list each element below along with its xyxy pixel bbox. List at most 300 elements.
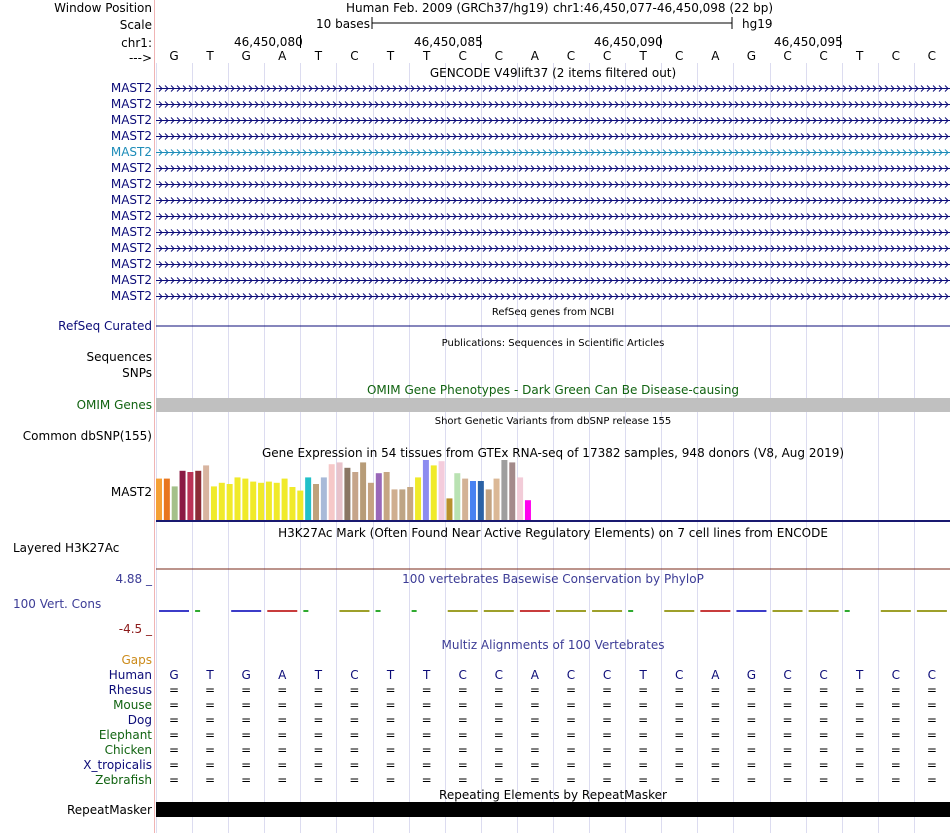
base: C [350, 49, 359, 63]
base: = [313, 713, 324, 727]
gtex-tissue-bar [172, 486, 178, 520]
gtex-tissue-bar [305, 477, 311, 520]
base: = [349, 773, 360, 787]
base: = [277, 743, 288, 757]
base: = [602, 683, 613, 697]
base: = [457, 758, 468, 772]
base: = [205, 758, 216, 772]
base: = [385, 773, 396, 787]
gencode-gene-label[interactable]: MAST2 [110, 289, 152, 303]
gtex-tissue-bar [486, 489, 492, 520]
h3k27ac-track-title: H3K27Ac Mark (Often Found Near Active Regulatory Elements) on 7 cell lines from ENCODE [278, 526, 828, 540]
base: = [746, 743, 757, 757]
base: = [854, 698, 865, 712]
base: = [854, 743, 865, 757]
base: = [493, 773, 504, 787]
base: = [565, 758, 577, 772]
base: = [385, 713, 396, 727]
base: = [674, 728, 685, 742]
base: = [529, 743, 540, 757]
base: = [710, 698, 721, 712]
base: = [926, 698, 937, 712]
base: G [169, 49, 179, 63]
gtex-tissue-bar [478, 481, 484, 520]
base: = [241, 713, 252, 727]
chrom-label: chr1: [121, 36, 152, 50]
base: = [349, 728, 360, 742]
gencode-gene-label[interactable]: MAST2 [110, 273, 152, 287]
gtex-tissue-bar [501, 460, 507, 520]
base: = [241, 743, 252, 757]
base: G [169, 668, 179, 682]
base: = [782, 758, 793, 772]
base: T [856, 668, 864, 682]
ruler-tick-label: 46,450,080 [234, 35, 303, 49]
gtex-tissue-bar [462, 479, 468, 520]
base: = [205, 713, 216, 727]
base: = [674, 698, 685, 712]
base: G [746, 668, 757, 682]
gtex-tissue-bar [525, 500, 531, 520]
base: A [711, 49, 720, 63]
base: = [602, 698, 613, 712]
gtex-tissue-bar [274, 483, 280, 520]
multiz-track-title: Multiz Alignments of 100 Vertebrates [441, 638, 665, 652]
base: = [926, 773, 937, 787]
gtex-tissue-bar [195, 471, 201, 520]
base: = [890, 713, 901, 727]
base: = [241, 773, 252, 787]
base: = [926, 683, 937, 697]
base: = [638, 758, 649, 772]
gtex-tissue-bar [258, 483, 264, 520]
ruler-ticks [301, 35, 841, 48]
conservation-track-label[interactable]: 100 Vert. Cons [13, 597, 102, 611]
base: T [386, 668, 395, 682]
base: = [926, 758, 937, 772]
dbsnp-track-label[interactable]: Common dbSNP(155) [22, 429, 152, 443]
base: = [818, 758, 829, 772]
base: = [602, 728, 613, 742]
base: = [746, 698, 757, 712]
scale-text: 10 bases [316, 17, 370, 31]
base: = [782, 773, 793, 787]
species-label[interactable]: Zebrafish [95, 773, 152, 787]
species-label[interactable]: Dog [127, 713, 152, 727]
base: = [565, 713, 577, 727]
assembly-text: Human Feb. 2009 (GRCh37/hg19) [346, 1, 549, 15]
base: = [565, 698, 577, 712]
base: = [168, 698, 180, 712]
base: C [494, 49, 503, 63]
gencode-gene-label[interactable]: MAST2 [110, 209, 152, 223]
base: T [314, 49, 323, 63]
base: = [493, 683, 504, 697]
base: = [241, 698, 252, 712]
base: = [710, 728, 721, 742]
gtex-tissue-bar [297, 491, 303, 520]
base: = [529, 773, 540, 787]
ruler-tick-label: 46,450,090 [594, 35, 663, 49]
gtex-tissue-bar [454, 473, 460, 520]
base: = [782, 728, 793, 742]
base: = [638, 728, 649, 742]
conservation-min-label: -4.5 _ [118, 622, 152, 636]
gtex-track-title: Gene Expression in 54 tissues from GTEx RNA-seq of 17382 samples, 948 donors (V8, Aug 2019) [261, 446, 845, 460]
base: = [818, 698, 829, 712]
base: = [854, 773, 865, 787]
base: A [711, 668, 720, 682]
base: = [421, 728, 432, 742]
gtex-tissue-bar [156, 479, 162, 520]
base: C [602, 49, 612, 63]
base: = [493, 758, 504, 772]
base: = [168, 683, 180, 697]
db-text: hg19 [742, 17, 773, 31]
base: = [926, 728, 937, 742]
gencode-gene-label[interactable]: MAST2 [110, 113, 152, 127]
ruler-tick-label: 46,450,095 [774, 35, 843, 49]
base: = [241, 683, 252, 697]
base: = [854, 728, 865, 742]
human-species-label: Human [108, 668, 152, 682]
gencode-gene-label[interactable]: MAST2 [110, 177, 152, 191]
base: = [746, 773, 757, 787]
base: = [674, 713, 685, 727]
base: = [890, 728, 901, 742]
gtex-tissue-bar [266, 482, 272, 520]
base: = [421, 698, 432, 712]
base: C [350, 668, 359, 682]
base: = [674, 758, 685, 772]
base: = [674, 743, 685, 757]
base: = [854, 713, 865, 727]
gtex-tissue-bar [423, 460, 429, 520]
base: = [926, 713, 937, 727]
base: T [856, 49, 864, 63]
base: = [746, 728, 757, 742]
base: = [890, 698, 901, 712]
base: G [241, 49, 251, 63]
base: A [278, 49, 287, 63]
publications-track-title: Publications: Sequences in Scientific Articles [441, 338, 665, 349]
gtex-tissue-bar [337, 462, 343, 520]
base: = [205, 728, 216, 742]
base: = [493, 743, 504, 757]
base: A [530, 49, 539, 63]
base: = [638, 773, 649, 787]
base: C [458, 49, 467, 63]
base: = [602, 713, 613, 727]
base: = [349, 698, 360, 712]
base: = [277, 728, 288, 742]
base: = [782, 683, 793, 697]
base: T [422, 49, 431, 63]
omim-track-label[interactable]: OMIM Genes [76, 398, 152, 412]
base: = [710, 743, 721, 757]
base: = [602, 773, 613, 787]
base: = [421, 743, 432, 757]
gtex-tissue-bar [329, 464, 335, 520]
base: = [168, 758, 180, 772]
gtex-tissue-bar [344, 468, 350, 520]
species-label[interactable]: Mouse [113, 698, 152, 712]
base: = [529, 728, 540, 742]
snps-track-label[interactable]: SNPs [122, 366, 152, 380]
base: = [349, 683, 360, 697]
species-label[interactable]: Chicken [104, 743, 152, 757]
gencode-gene-label[interactable]: MAST2 [110, 145, 152, 159]
repeatmasker-track-title: Repeating Elements by RepeatMasker [439, 788, 667, 802]
gtex-tissue-bar [509, 462, 515, 520]
base: = [890, 773, 901, 787]
base: = [818, 713, 829, 727]
conservation-track-title: 100 vertebrates Basewise Conservation by PhyloP [402, 572, 704, 586]
base: C [819, 49, 828, 63]
refseq-track-title: RefSeq genes from NCBI [491, 307, 615, 318]
base: = [710, 773, 721, 787]
base: A [278, 668, 287, 682]
gencode-track-title: GENCODE V49lift37 (2 items filtered out) [429, 66, 677, 80]
base: = [385, 698, 396, 712]
base: T [206, 49, 214, 63]
base: C [675, 49, 684, 63]
base: T [386, 49, 395, 63]
position-text: chr1:46,450,077-46,450,098 (22 bp) [553, 1, 774, 15]
gtex-tissue-bar [494, 479, 500, 520]
gencode-gene-label[interactable]: MAST2 [110, 161, 152, 175]
repeatmasker-track-label[interactable]: RepeatMasker [66, 803, 152, 817]
base: = [890, 743, 901, 757]
base: = [457, 698, 468, 712]
base: = [818, 728, 829, 742]
gtex-tissue-bar [384, 472, 390, 520]
label-separator [154, 0, 155, 833]
gtex-track-label[interactable]: MAST2 [110, 485, 152, 499]
base: = [205, 773, 216, 787]
gaps-label: Gaps [121, 653, 152, 667]
base: = [385, 743, 396, 757]
base: = [385, 758, 396, 772]
gtex-tissue-bar [289, 487, 295, 520]
base: = [710, 683, 721, 697]
base: = [782, 743, 793, 757]
base: = [421, 713, 432, 727]
base: = [168, 713, 180, 727]
omim-track-title: OMIM Gene Phenotypes - Dark Green Can Be Disease-causing [366, 383, 740, 397]
base: = [529, 683, 540, 697]
gtex-tissue-bar [242, 479, 248, 520]
base: = [926, 743, 937, 757]
base: = [421, 683, 432, 697]
gencode-gene-label[interactable]: MAST2 [110, 257, 152, 271]
base: = [674, 773, 685, 787]
base: = [565, 773, 577, 787]
gencode-gene-label[interactable]: MAST2 [110, 241, 152, 255]
gtex-tissue-bar [164, 479, 170, 520]
base: C [927, 49, 937, 63]
base: = [277, 683, 288, 697]
base: A [530, 668, 539, 682]
base: = [168, 773, 180, 787]
base: = [818, 773, 829, 787]
base: = [457, 728, 468, 742]
gtex-tissue-bar [282, 479, 288, 520]
gencode-gene-label[interactable]: MAST2 [110, 81, 152, 95]
gtex-tissue-bar [368, 483, 374, 520]
base: = [385, 728, 396, 742]
gtex-tissue-bar [180, 471, 186, 520]
base: = [710, 758, 721, 772]
base: = [277, 698, 288, 712]
gtex-tissue-bar [407, 487, 413, 520]
species-label[interactable]: Rhesus [108, 683, 152, 697]
base: = [818, 743, 829, 757]
base: = [638, 698, 649, 712]
base: C [602, 668, 612, 682]
base: T [639, 49, 647, 63]
base: = [638, 743, 649, 757]
base: C [494, 668, 503, 682]
base: T [422, 668, 431, 682]
base: = [746, 713, 757, 727]
base: C [891, 49, 900, 63]
base: C [458, 668, 467, 682]
window-position-label: Window Position [54, 1, 152, 15]
base: = [818, 683, 829, 697]
gtex-tissue-bar [360, 462, 366, 520]
base: C [891, 668, 900, 682]
gtex-tissue-bar [250, 482, 256, 520]
base: = [565, 743, 577, 757]
gtex-tissue-bar [415, 477, 421, 520]
base: C [566, 49, 576, 63]
species-label[interactable]: X_tropicalis [83, 758, 152, 772]
base: = [602, 743, 613, 757]
gtex-tissue-bar [446, 498, 452, 520]
conservation-max-label: 4.88 _ [115, 572, 152, 586]
gtex-tissue-bar [517, 477, 523, 520]
base: C [819, 668, 828, 682]
base: = [890, 758, 901, 772]
gtex-tissue-bar [235, 477, 241, 520]
gencode-gene-label[interactable]: MAST2 [110, 129, 152, 143]
base: = [710, 713, 721, 727]
gtex-tissue-bar [321, 477, 327, 520]
gencode-gene-label[interactable]: MAST2 [110, 193, 152, 207]
base: = [313, 728, 324, 742]
gencode-gene-label[interactable]: MAST2 [110, 97, 152, 111]
base: = [421, 773, 432, 787]
base: T [206, 668, 214, 682]
base: = [565, 728, 577, 742]
base: = [277, 758, 288, 772]
repeatmasker-bar [156, 802, 950, 817]
base: = [349, 743, 360, 757]
base: T [314, 668, 323, 682]
base: = [493, 713, 504, 727]
base: = [277, 773, 288, 787]
base: = [890, 683, 901, 697]
gencode-gene-label[interactable]: MAST2 [110, 225, 152, 239]
base: = [349, 713, 360, 727]
refseq-track-label[interactable]: RefSeq Curated [58, 319, 152, 333]
base: = [313, 773, 324, 787]
base: = [493, 698, 504, 712]
gtex-tissue-bar [376, 473, 382, 520]
base: G [241, 668, 251, 682]
base: = [205, 698, 216, 712]
base: = [457, 713, 468, 727]
h3k27ac-track-label[interactable]: Layered H3K27Ac [13, 541, 120, 555]
base: = [168, 728, 180, 742]
gtex-tissue-bar [470, 481, 476, 520]
base: = [746, 758, 757, 772]
base: = [349, 758, 360, 772]
base: T [639, 668, 647, 682]
base: = [313, 698, 324, 712]
gtex-tissue-bar [187, 472, 193, 520]
base: = [313, 758, 324, 772]
base: = [782, 698, 793, 712]
dbsnp-track-title: Short Genetic Variants from dbSNP release 155 [434, 416, 672, 427]
base: = [313, 743, 324, 757]
base: = [638, 683, 649, 697]
base: = [457, 683, 468, 697]
base: = [241, 758, 252, 772]
gtex-tissue-bar [352, 472, 358, 520]
base: = [241, 728, 252, 742]
species-label[interactable]: Elephant [98, 728, 152, 742]
base: = [782, 713, 793, 727]
base: = [854, 683, 865, 697]
base: = [313, 683, 324, 697]
base: = [205, 683, 216, 697]
gtex-tissue-bar [211, 486, 217, 520]
base: C [783, 49, 792, 63]
omim-bar [156, 398, 950, 412]
base: = [565, 683, 577, 697]
base: = [493, 728, 504, 742]
base: = [277, 713, 288, 727]
base: = [421, 758, 432, 772]
gtex-tissue-bar [431, 465, 437, 520]
gtex-tissue-bar [439, 461, 445, 520]
base: C [675, 668, 684, 682]
base: = [457, 773, 468, 787]
base: G [746, 49, 757, 63]
gtex-tissue-bar [203, 465, 209, 520]
base: C [783, 668, 792, 682]
base: = [854, 758, 865, 772]
base: = [168, 743, 180, 757]
base: C [566, 668, 576, 682]
base: = [602, 758, 613, 772]
sequences-track-label[interactable]: Sequences [86, 350, 152, 364]
gtex-tissue-bar [392, 489, 398, 520]
base: = [638, 713, 649, 727]
gtex-tissue-bar [219, 483, 225, 520]
gtex-tissue-bar [313, 484, 319, 520]
base: = [529, 713, 540, 727]
scale-label: Scale [119, 18, 152, 32]
base: = [205, 743, 216, 757]
base: = [529, 698, 540, 712]
base: = [385, 683, 396, 697]
ruler-tick-label: 46,450,085 [414, 35, 483, 49]
base: = [529, 758, 540, 772]
base: = [457, 743, 468, 757]
